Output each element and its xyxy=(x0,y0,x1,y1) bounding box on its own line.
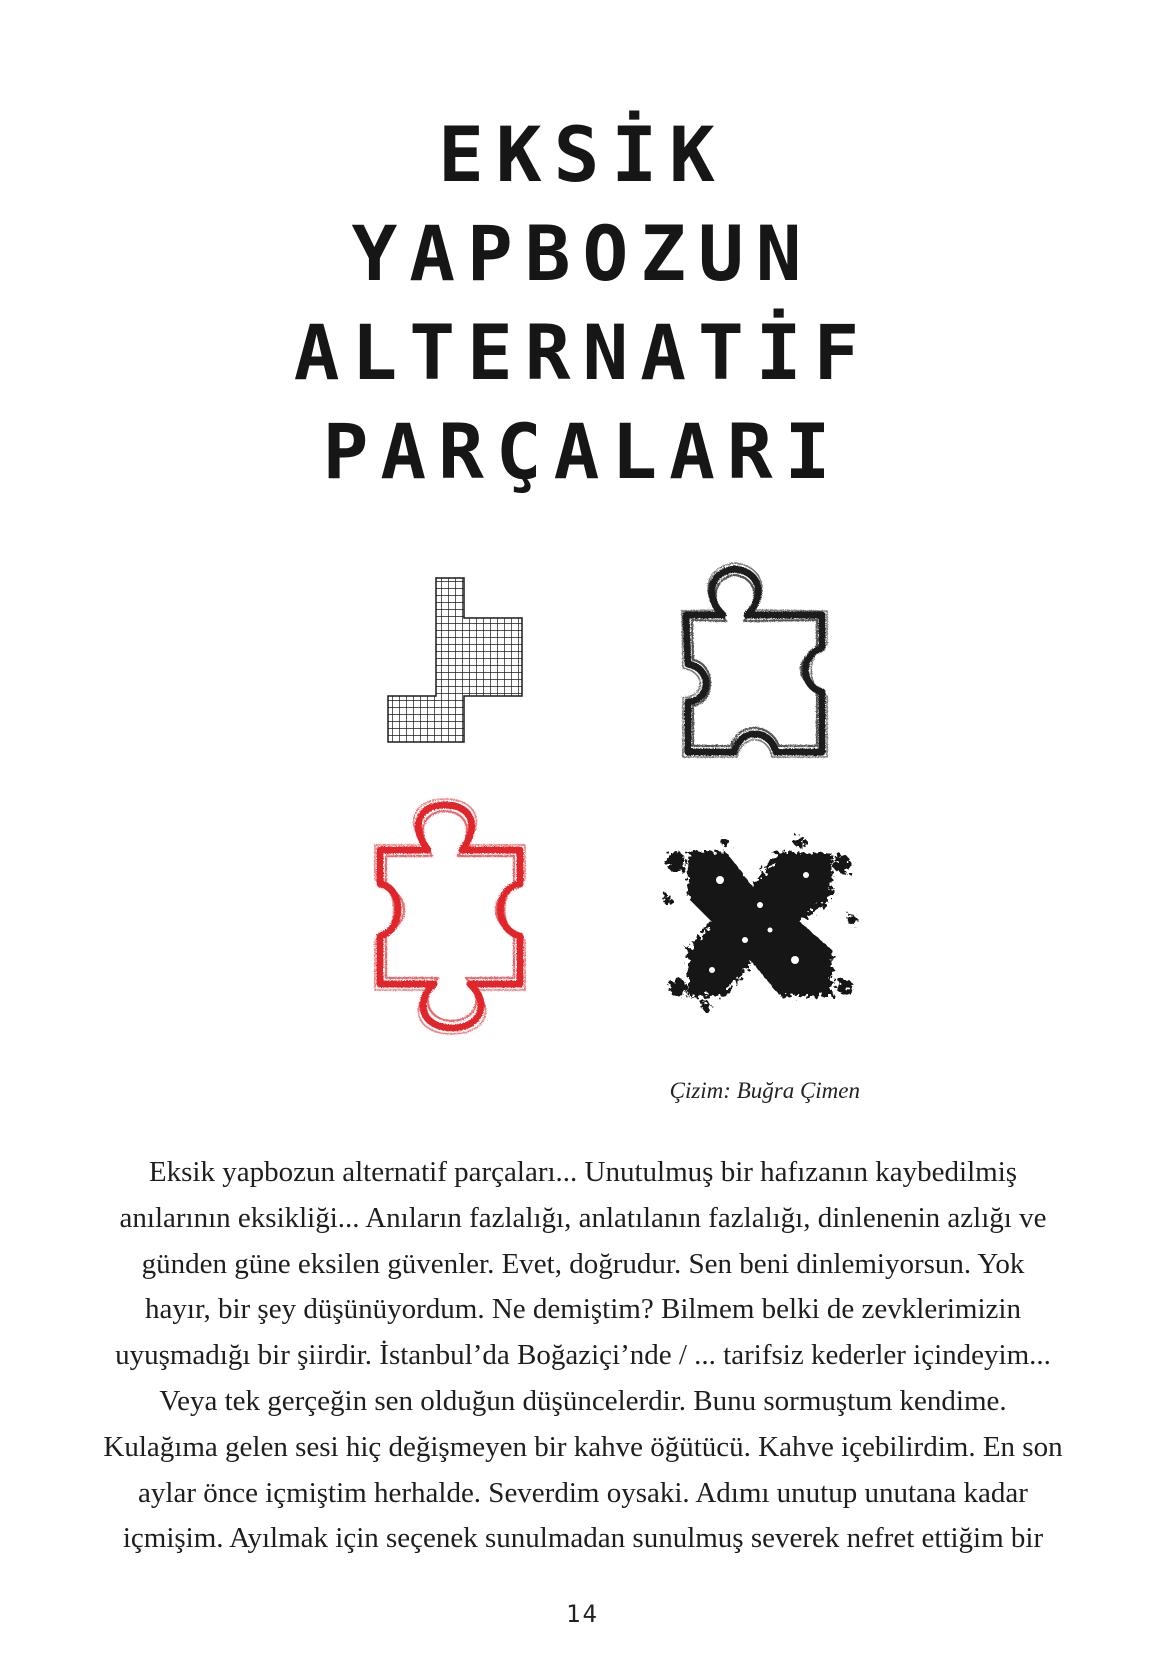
body-line: Veya tek gerçeğin sen olduğun düşüncelerdir. Bunu sormuştum kendime. xyxy=(159,1384,1007,1417)
body-line: anılarının eksikliği... Anıların fazlalığı, anlatılanın fazlalığı, dinlenenin azlığı ve xyxy=(119,1201,1047,1234)
puzzle-piece-red xyxy=(375,799,525,1034)
body-line: günden güne eksilen güvenler. Evet, doğrudur. Sen beni dinlemiyorsun. Yok xyxy=(141,1247,1025,1280)
puzzle-piece-splatter xyxy=(663,836,857,1011)
body-line: Eksik yapbozun alternatif parçaları... Unutulmuş bir hafızanın kaybedilmiş xyxy=(148,1156,1018,1188)
page-number: 14 xyxy=(566,1600,599,1628)
puzzle-piece-grid xyxy=(388,578,522,742)
body-line: aylar önce içmiştim herhalde. Severdim oysaki. Adımı unutup unutana kadar xyxy=(138,1476,1028,1509)
body-line: uyuşmadığı bir şiirdir. İstanbul’da Boğaziçi’nde / ... tarifsiz kederler içindeyim... xyxy=(115,1339,1051,1372)
title-line-3: ALTERNATİF xyxy=(293,308,872,397)
illustration-caption: Çizim: Buğra Çimen xyxy=(669,1078,860,1103)
puzzle-piece-black xyxy=(682,563,827,757)
body-line: Kulağıma gelen sesi hiç değişmeyen bir kahve öğütücü. Kahve içebilirdim. En son xyxy=(103,1430,1063,1463)
title-line-4: PARÇALARI xyxy=(322,407,843,496)
title-line-2: YAPBOZUN xyxy=(351,209,814,298)
body-line: hayır, bir şey düşünüyordum. Ne demiştim? Bilmem belki de zevklerimizin xyxy=(145,1293,1021,1326)
body-line: içmişim. Ayılmak için seçenek sunulmadan sunulmuş severek nefret ettiğim bir xyxy=(122,1522,1044,1555)
body-paragraph xyxy=(28,1150,1138,1562)
title-line-1: EKSİK xyxy=(438,110,727,199)
